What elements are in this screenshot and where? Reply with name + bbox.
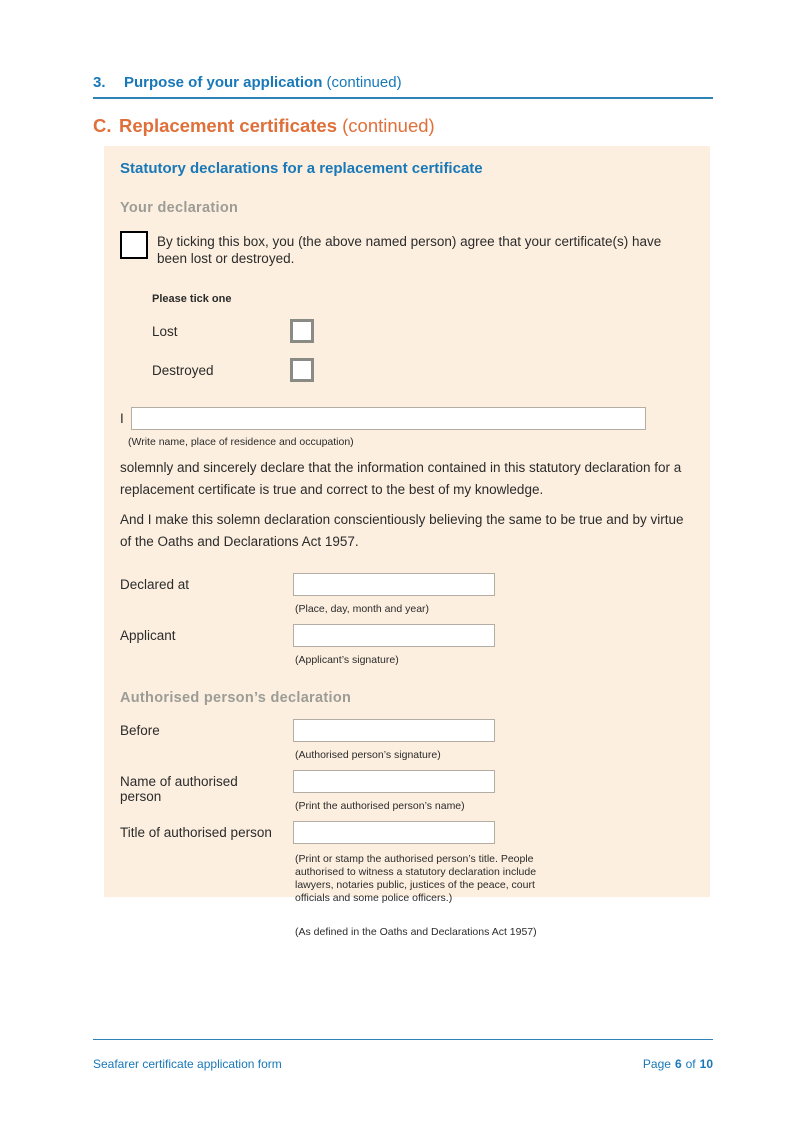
applicant-label: Applicant xyxy=(120,628,176,643)
authorised-title-row xyxy=(120,821,694,939)
before-field xyxy=(293,719,557,770)
page-indicator xyxy=(643,1057,713,1071)
page-number: 6 xyxy=(674,1057,682,1071)
page-total: 10 xyxy=(699,1057,713,1071)
applicant-hint: (Applicant’s signature) xyxy=(295,654,399,666)
oath-paragraph: And I make this solemn declaration conscientiously believing the same to be true and by virtue of the Oaths and Declarations Act 1957. xyxy=(120,512,684,549)
applicant-signature-input[interactable] xyxy=(293,624,495,647)
before-hint: (Authorised person’s signature) xyxy=(295,749,441,761)
declared-at-row xyxy=(120,573,694,624)
declared-at-input[interactable] xyxy=(293,573,495,596)
declared-at-field xyxy=(293,573,557,624)
subsection-letter: C. xyxy=(93,115,112,136)
tick-prompt: Please tick one xyxy=(152,293,232,305)
lost-checkbox[interactable] xyxy=(290,319,314,343)
declared-at-hint: (Place, day, month and year) xyxy=(295,603,430,615)
authorised-name-label: Name of authorised person xyxy=(120,774,238,804)
page-word: Page xyxy=(642,1057,671,1071)
agreement-checkbox[interactable] xyxy=(120,231,148,259)
authorised-name-row xyxy=(120,770,694,821)
your-declaration-heading: Your declaration xyxy=(120,200,239,216)
before-row xyxy=(120,719,694,770)
section-title: Purpose of your application xyxy=(124,74,323,91)
footer-doc-title: Seafarer certificate application form xyxy=(93,1057,282,1071)
footer-divider xyxy=(93,1039,713,1040)
before-label: Before xyxy=(120,723,160,738)
authorised-title-hint: (Print or stamp the authorised person’s title. People authorised to witness a statutory declaration include lawyers, notaries public, justices of the peace, court officials and some police officers.) xyxy=(295,853,537,904)
authorised-signature-input[interactable] xyxy=(293,719,495,742)
authorised-declaration-heading: Authorised person’s declaration xyxy=(120,690,352,706)
section-divider xyxy=(93,97,713,99)
authorised-title-field xyxy=(293,821,557,939)
authorised-name-input[interactable] xyxy=(293,770,495,793)
destroyed-option-row xyxy=(152,358,694,382)
authorised-name-hint: (Print the authorised person’s name) xyxy=(295,800,465,812)
destroyed-checkbox[interactable] xyxy=(290,358,314,382)
authorised-title-input[interactable] xyxy=(293,821,495,844)
declarant-name-input[interactable] xyxy=(131,407,646,430)
declared-at-label: Declared at xyxy=(120,577,190,592)
of-word: of xyxy=(685,1057,696,1071)
declarant-i-label: I xyxy=(120,411,124,426)
statutory-declaration-panel xyxy=(104,146,710,938)
panel-title: Statutory declarations for a replacement certificate xyxy=(120,160,483,177)
authorised-title-label: Title of authorised person xyxy=(120,825,272,840)
section-continued-label: (continued) xyxy=(326,74,402,91)
subsection-heading xyxy=(93,115,713,137)
lost-option-label: Lost xyxy=(152,323,178,339)
declarant-name-hint: (Write name, place of residence and occupation) xyxy=(128,436,354,448)
subsection-continued-label: (continued) xyxy=(342,115,435,136)
declaration-paragraph: solemnly and sincerely declare that the information contained in this statutory declaration for a replacement certificate is true and correct to the best of my knowledge. xyxy=(120,460,682,497)
applicant-field xyxy=(293,624,557,675)
section-heading xyxy=(93,74,713,91)
destroyed-option-label: Destroyed xyxy=(152,362,214,378)
tick-one-section xyxy=(152,293,694,382)
section-number: 3. xyxy=(93,74,106,91)
subsection-title: Replacement certificates xyxy=(119,115,337,136)
applicant-row xyxy=(120,624,694,675)
authorised-title-hint2: (As defined in the Oaths and Declarations Act 1957) xyxy=(295,926,537,938)
agreement-text: By ticking this box, you (the above named person) agree that your certificate(s) have been lost or destroyed. xyxy=(157,234,662,266)
footer xyxy=(93,1057,713,1071)
agreement-row xyxy=(120,231,694,267)
lost-option-row xyxy=(152,319,694,343)
declarant-name-row xyxy=(120,407,694,430)
authorised-name-field xyxy=(293,770,557,821)
